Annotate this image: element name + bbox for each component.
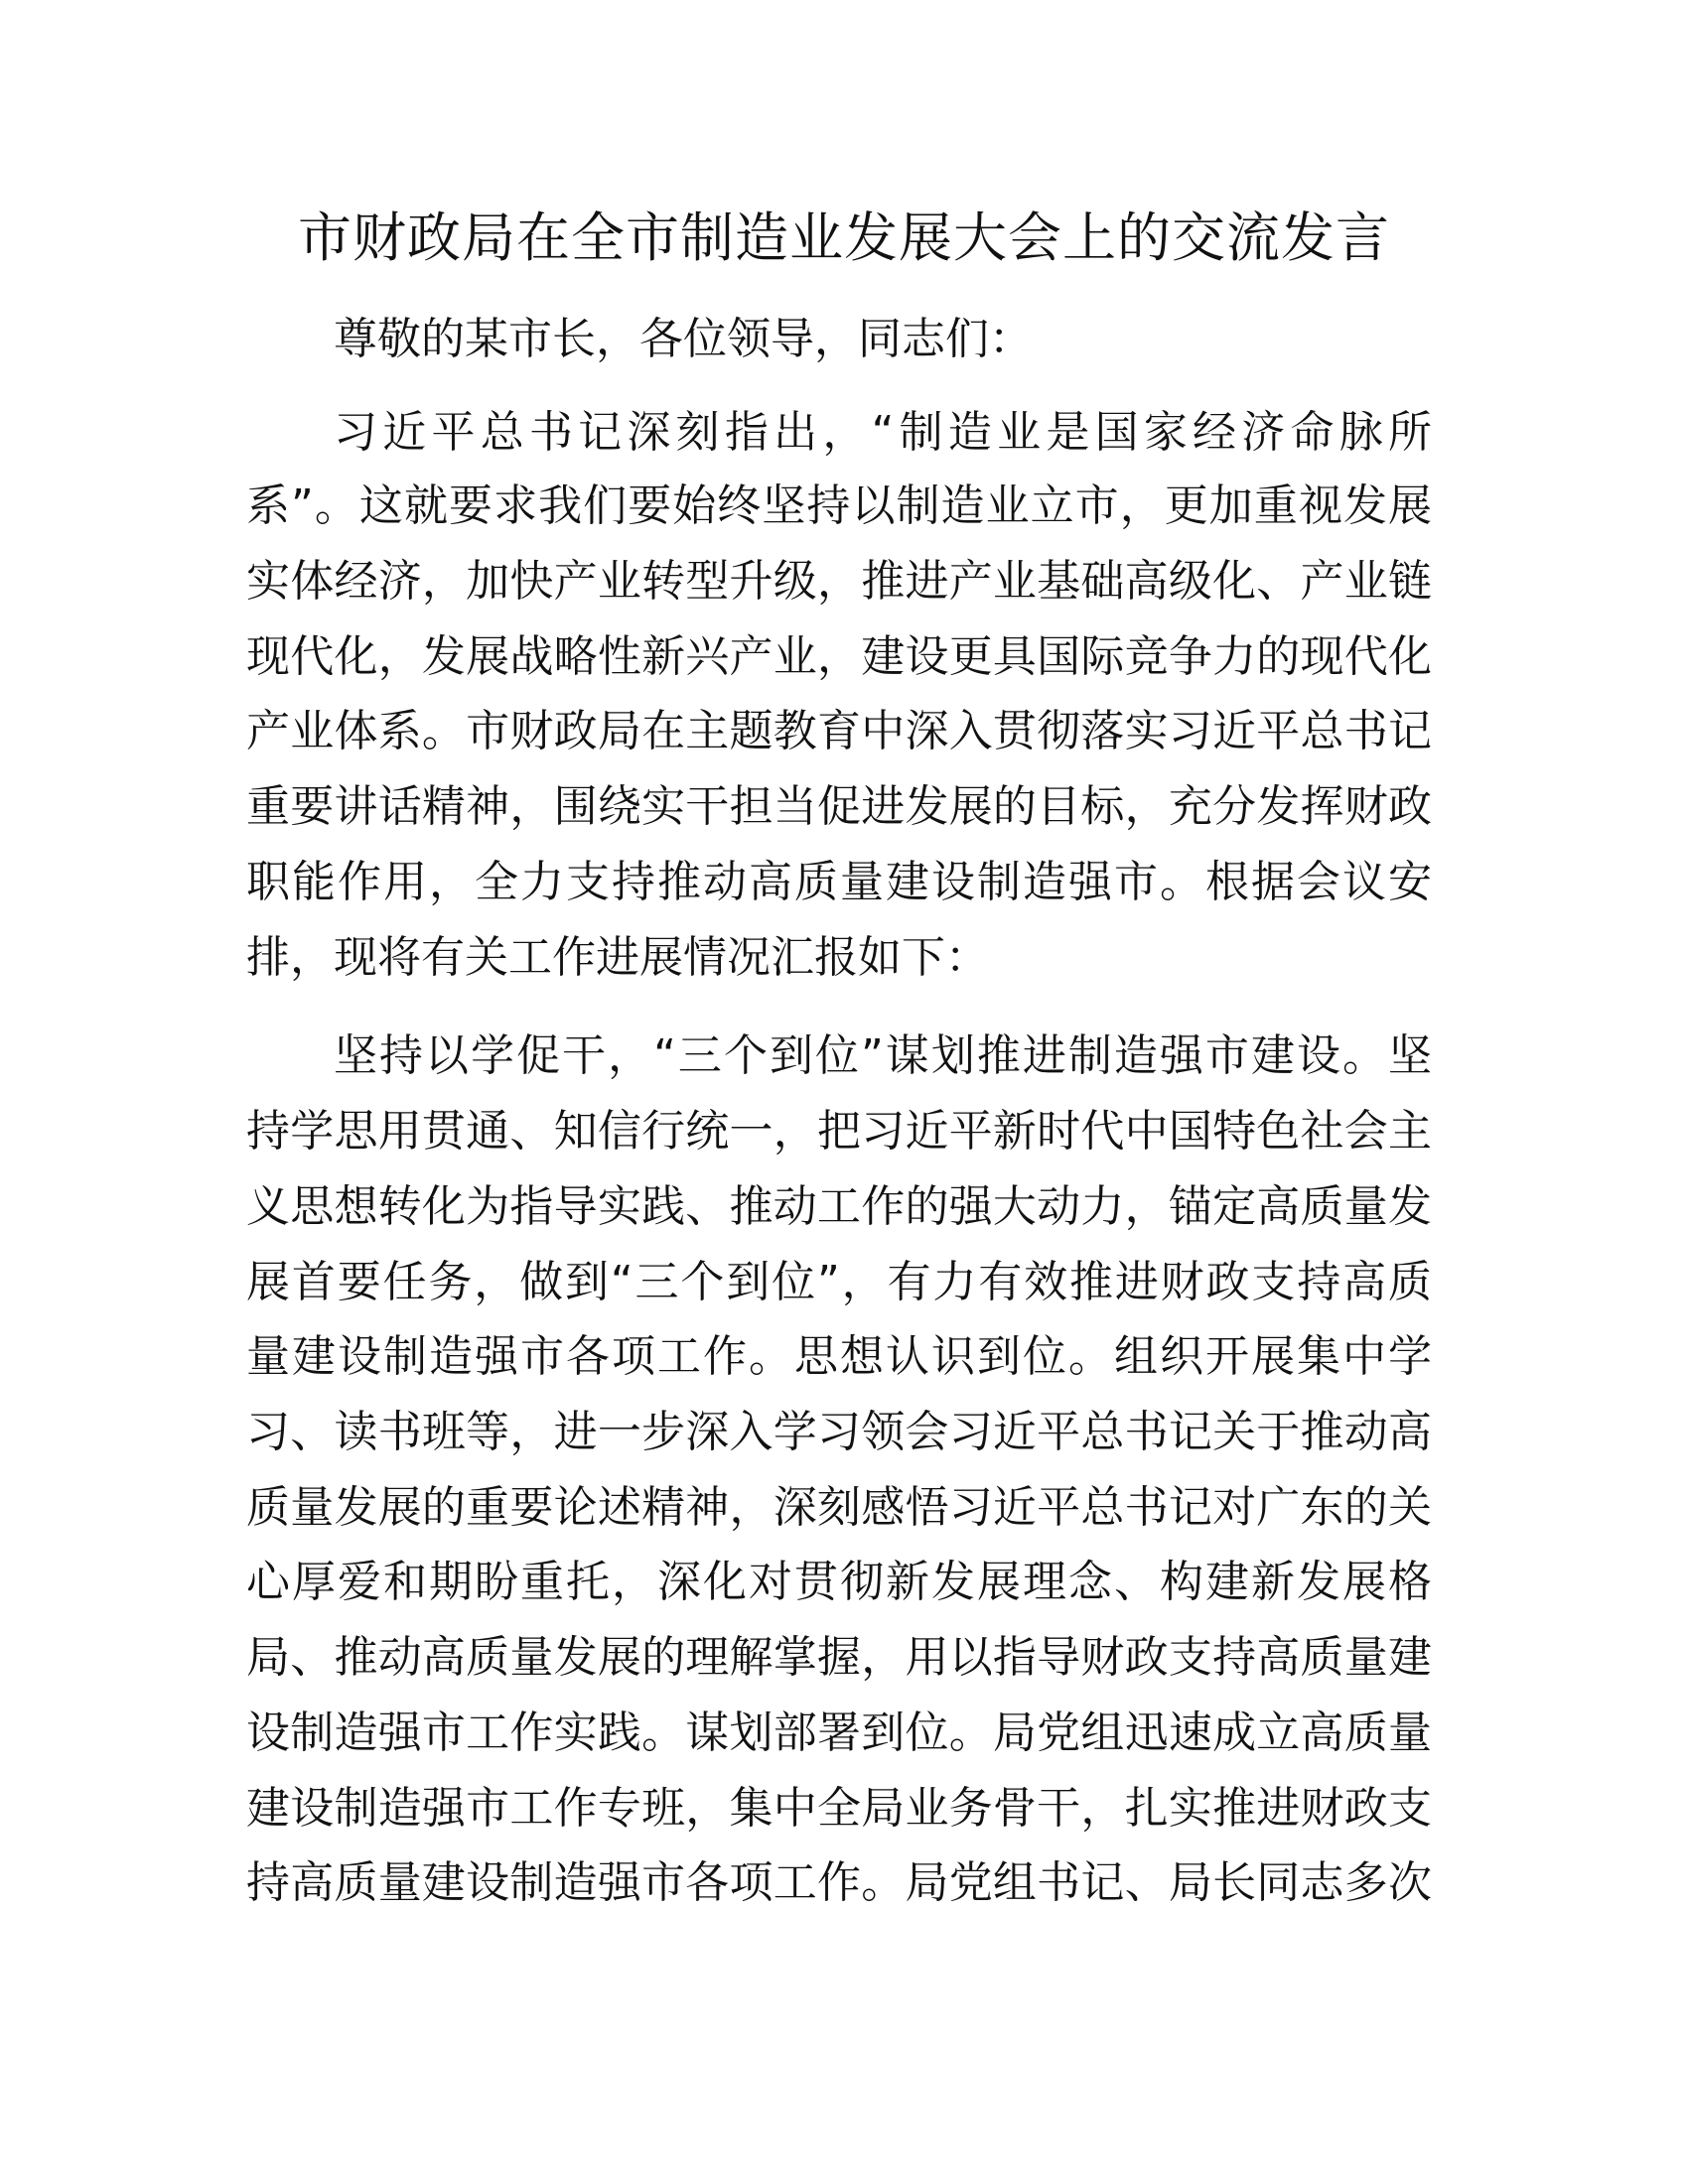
paragraph-1-line: 产业体系。市财政局在主题教育中深入贯彻落实习近平总书记 (246, 706, 1432, 756)
salutation: 尊敬的某市长，各位领导，同志们： (334, 314, 1033, 364)
document-title: 市财政局在全市制造业发展大会上的交流发言 (298, 206, 1390, 269)
paragraph-2-line: 建设制造强市工作专班，集中全局业务骨干，扎实推进财政支 (246, 1783, 1432, 1834)
paragraph-2-line: 量建设制造强市各项工作。思想认识到位。组织开展集中学 (246, 1331, 1432, 1382)
paragraph-1-line: 现代化，发展战略性新兴产业，建设更具国际竞争力的现代化 (246, 631, 1432, 682)
paragraph-2-line: 持学思用贯通、知信行统一，把习近平新时代中国特色社会主 (246, 1106, 1432, 1157)
paragraph-2-line: 义思想转化为指导实践、推动工作的强大动力，锚定高质量发 (246, 1181, 1432, 1232)
paragraph-1-line: 习近平总书记深刻指出，“制造业是国家经济命脉所 (334, 407, 1432, 458)
paragraph-1-line: 重要讲话精神，围绕实干担当促进发展的目标，充分发挥财政 (246, 781, 1432, 832)
paragraph-2-line: 心厚爱和期盼重托，深化对贯彻新发展理念、构建新发展格 (246, 1557, 1432, 1607)
paragraph-1-line: 系”。这就要求我们要始终坚持以制造业立市，更加重视发展 (246, 480, 1432, 531)
paragraph-1-line: 实体经济，加快产业转型升级，推进产业基础高级化、产业链 (246, 556, 1432, 607)
paragraph-2-line: 质量发展的重要论述精神，深刻感悟习近平总书记对广东的关 (246, 1482, 1432, 1533)
paragraph-2-line: 坚持以学促干，“三个到位”谋划推进制造强市建设。坚 (334, 1030, 1432, 1081)
paragraph-2-line: 设制造强市工作实践。谋划部署到位。局党组迅速成立高质量 (246, 1707, 1432, 1758)
paragraph-1-line: 职能作用，全力支持推动高质量建设制造强市。根据会议安 (246, 857, 1432, 907)
paragraph-1-line: 排，现将有关工作进展情况汇报如下： (246, 932, 989, 983)
paragraph-2-line: 局、推动高质量发展的理解掌握，用以指导财政支持高质量建 (246, 1632, 1432, 1683)
paragraph-2-line: 习、读书班等，进一步深入学习领会习近平总书记关于推动高 (246, 1407, 1432, 1457)
paragraph-2-line: 展首要任务，做到“三个到位”，有力有效推进财政支持高质 (246, 1257, 1432, 1307)
paragraph-2-line: 持高质量建设制造强市各项工作。局党组书记、局长同志多次 (246, 1857, 1432, 1908)
